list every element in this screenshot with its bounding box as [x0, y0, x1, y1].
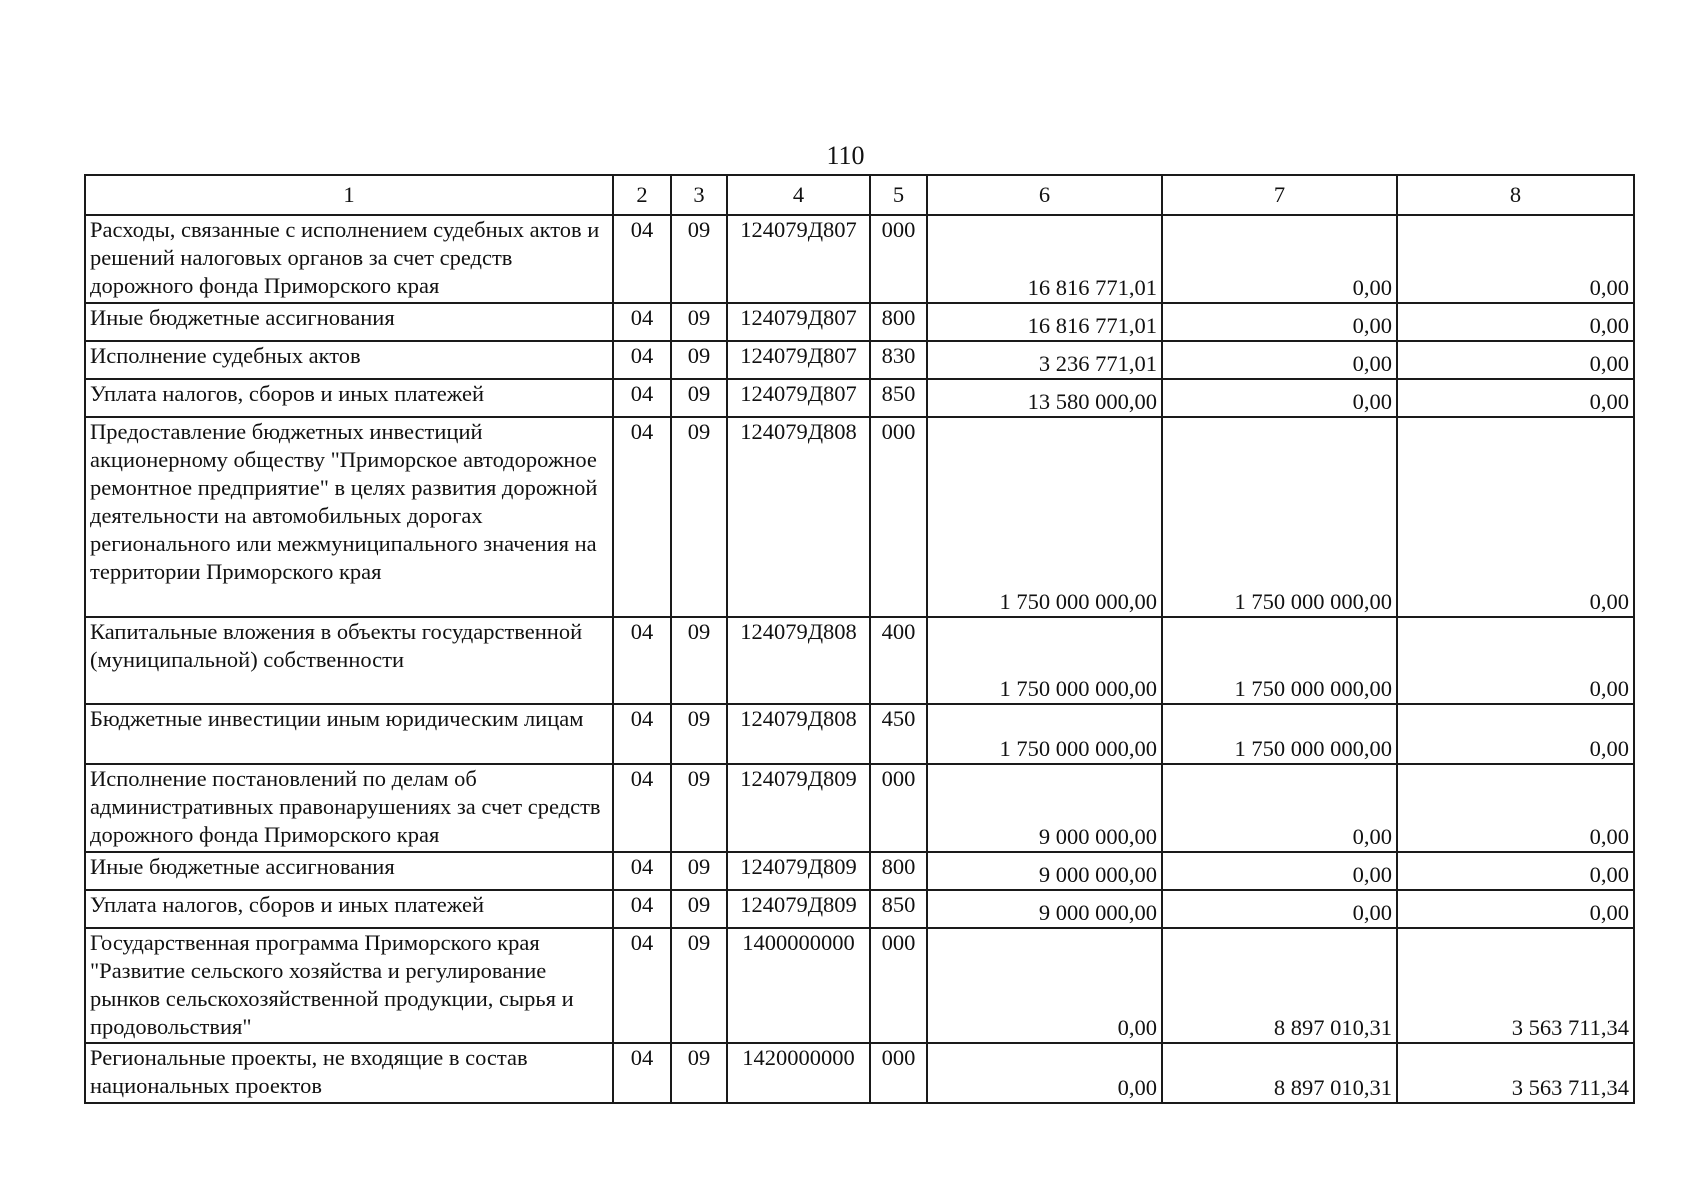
table-row — [85, 341, 1634, 379]
row-name: Уплата налогов, сборов и иных платежей — [85, 379, 613, 417]
row-amount-8: 3 563 711,34 — [1397, 1043, 1634, 1103]
row-amount-7: 8 897 010,31 — [1162, 928, 1397, 1043]
row-amount-8: 0,00 — [1397, 704, 1634, 764]
row-expense-type: 850 — [870, 379, 927, 417]
row-subsection: 09 — [671, 852, 727, 890]
row-expense-type: 850 — [870, 890, 927, 928]
row-name: Расходы, связанные с исполнением судебных актов и решений налоговых органов за счет средств дорожного фонда Приморского края — [85, 215, 613, 303]
row-target-code: 124079Д808 — [727, 417, 870, 617]
row-name: Предоставление бюджетных инвестиций акционерному обществу "Приморское автодорожное ремонтное предприятие" в целях развития дорожной деятельности на автомобильных дорогах регионального или межмуниципального значения на территории Приморского края — [85, 417, 613, 617]
column-header: 5 — [870, 175, 927, 215]
row-amount-6: 9 000 000,00 — [927, 764, 1162, 852]
table-row — [85, 704, 1634, 764]
row-name: Государственная программа Приморского края "Развитие сельского хозяйства и регулирование рынков сельскохозяйственной продукции, сырья и продовольствия" — [85, 928, 613, 1043]
row-amount-6: 16 816 771,01 — [927, 303, 1162, 341]
row-section: 04 — [613, 764, 671, 852]
row-section: 04 — [613, 303, 671, 341]
column-header: 7 — [1162, 175, 1397, 215]
row-name: Иные бюджетные ассигнования — [85, 303, 613, 341]
row-expense-type: 000 — [870, 215, 927, 303]
row-subsection: 09 — [671, 704, 727, 764]
row-target-code: 1400000000 — [727, 928, 870, 1043]
row-amount-7: 1 750 000 000,00 — [1162, 417, 1397, 617]
row-amount-6: 9 000 000,00 — [927, 890, 1162, 928]
row-name: Исполнение постановлений по делам об административных правонарушениях за счет средств дорожного фонда Приморского края — [85, 764, 613, 852]
row-amount-7: 1 750 000 000,00 — [1162, 704, 1397, 764]
row-amount-8: 0,00 — [1397, 617, 1634, 704]
row-expense-type: 000 — [870, 1043, 927, 1103]
row-amount-7: 0,00 — [1162, 852, 1397, 890]
row-name: Региональные проекты, не входящие в состав национальных проектов — [85, 1043, 613, 1103]
row-name: Капитальные вложения в объекты государственной (муниципальной) собственности — [85, 617, 613, 704]
table-row — [85, 890, 1634, 928]
table-row — [85, 617, 1634, 704]
row-amount-6: 0,00 — [927, 1043, 1162, 1103]
row-amount-6: 0,00 — [927, 928, 1162, 1043]
row-amount-8: 0,00 — [1397, 215, 1634, 303]
row-amount-6: 13 580 000,00 — [927, 379, 1162, 417]
row-amount-7: 8 897 010,31 — [1162, 1043, 1397, 1103]
column-header: 6 — [927, 175, 1162, 215]
budget-table — [84, 174, 1635, 1104]
row-section: 04 — [613, 617, 671, 704]
row-target-code: 124079Д808 — [727, 704, 870, 764]
row-amount-7: 0,00 — [1162, 764, 1397, 852]
row-expense-type: 800 — [870, 303, 927, 341]
row-expense-type: 000 — [870, 764, 927, 852]
page-number: 110 — [826, 141, 865, 170]
row-amount-6: 1 750 000 000,00 — [927, 417, 1162, 617]
row-amount-8: 0,00 — [1397, 764, 1634, 852]
row-expense-type: 000 — [870, 928, 927, 1043]
row-subsection: 09 — [671, 379, 727, 417]
row-amount-6: 1 750 000 000,00 — [927, 617, 1162, 704]
row-amount-6: 16 816 771,01 — [927, 215, 1162, 303]
column-header: 4 — [727, 175, 870, 215]
row-expense-type: 830 — [870, 341, 927, 379]
row-subsection: 09 — [671, 764, 727, 852]
row-target-code: 124079Д809 — [727, 852, 870, 890]
row-amount-8: 0,00 — [1397, 852, 1634, 890]
row-section: 04 — [613, 341, 671, 379]
column-header: 3 — [671, 175, 727, 215]
row-section: 04 — [613, 890, 671, 928]
row-subsection: 09 — [671, 617, 727, 704]
row-amount-7: 1 750 000 000,00 — [1162, 617, 1397, 704]
table-row — [85, 928, 1634, 1043]
row-amount-6: 1 750 000 000,00 — [927, 704, 1162, 764]
row-expense-type: 800 — [870, 852, 927, 890]
table-row — [85, 303, 1634, 341]
row-amount-8: 0,00 — [1397, 341, 1634, 379]
table-row — [85, 417, 1634, 617]
row-name: Бюджетные инвестиции иным юридическим лицам — [85, 704, 613, 764]
row-amount-6: 9 000 000,00 — [927, 852, 1162, 890]
row-expense-type: 400 — [870, 617, 927, 704]
row-target-code: 124079Д807 — [727, 379, 870, 417]
row-amount-8: 0,00 — [1397, 417, 1634, 617]
row-name: Уплата налогов, сборов и иных платежей — [85, 890, 613, 928]
row-name: Иные бюджетные ассигнования — [85, 852, 613, 890]
row-name: Исполнение судебных актов — [85, 341, 613, 379]
row-amount-7: 0,00 — [1162, 890, 1397, 928]
column-header: 2 — [613, 175, 671, 215]
row-amount-8: 3 563 711,34 — [1397, 928, 1634, 1043]
column-header: 1 — [85, 175, 613, 215]
row-target-code: 124079Д809 — [727, 764, 870, 852]
row-subsection: 09 — [671, 341, 727, 379]
row-subsection: 09 — [671, 303, 727, 341]
row-section: 04 — [613, 852, 671, 890]
row-target-code: 124079Д808 — [727, 617, 870, 704]
row-amount-7: 0,00 — [1162, 303, 1397, 341]
row-target-code: 124079Д807 — [727, 215, 870, 303]
row-subsection: 09 — [671, 417, 727, 617]
row-section: 04 — [613, 215, 671, 303]
row-section: 04 — [613, 928, 671, 1043]
column-header: 8 — [1397, 175, 1634, 215]
table-row — [85, 1043, 1634, 1103]
table-row — [85, 379, 1634, 417]
table-row — [85, 764, 1634, 852]
row-section: 04 — [613, 1043, 671, 1103]
row-subsection: 09 — [671, 928, 727, 1043]
row-amount-7: 0,00 — [1162, 379, 1397, 417]
row-target-code: 1420000000 — [727, 1043, 870, 1103]
row-subsection: 09 — [671, 215, 727, 303]
row-amount-7: 0,00 — [1162, 215, 1397, 303]
row-target-code: 124079Д807 — [727, 303, 870, 341]
row-amount-8: 0,00 — [1397, 303, 1634, 341]
table-header-row — [85, 175, 1634, 215]
table-row — [85, 215, 1634, 303]
row-amount-8: 0,00 — [1397, 890, 1634, 928]
row-amount-7: 0,00 — [1162, 341, 1397, 379]
row-amount-8: 0,00 — [1397, 379, 1634, 417]
row-expense-type: 000 — [870, 417, 927, 617]
row-target-code: 124079Д807 — [727, 341, 870, 379]
row-expense-type: 450 — [870, 704, 927, 764]
row-section: 04 — [613, 704, 671, 764]
row-amount-6: 3 236 771,01 — [927, 341, 1162, 379]
table-row — [85, 852, 1634, 890]
row-section: 04 — [613, 379, 671, 417]
row-subsection: 09 — [671, 1043, 727, 1103]
row-section: 04 — [613, 417, 671, 617]
row-target-code: 124079Д809 — [727, 890, 870, 928]
row-subsection: 09 — [671, 890, 727, 928]
